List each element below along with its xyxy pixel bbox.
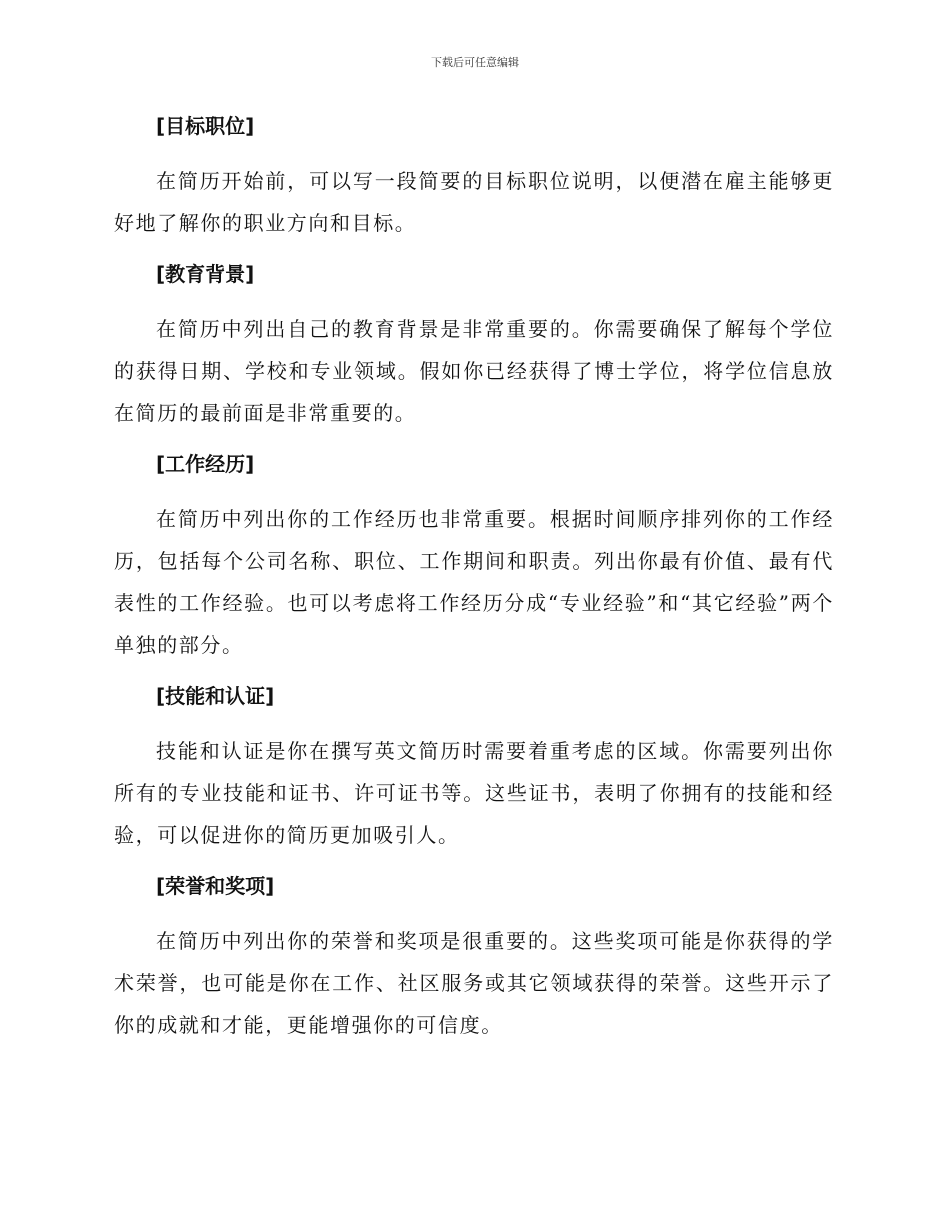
section-honors-awards <box>114 870 834 1046</box>
section-paragraph: 在简历中列出你的工作经历也非常重要。根据时间顺序排列你的工作经历，包括每个公司名称、职位、工作期间和职责。列出你最有价值、最有代表性的工作经验。也可以考虑将工作经历分成“专业经验”和“其它经验”两个单独的部分。 <box>114 507 834 657</box>
section-paragraph: 在简历中列出你的荣誉和奖项是很重要的。这些奖项可能是你获得的学术荣誉，也可能是你在工作、社区服务或其它领域获得的荣誉。这些开示了你的成就和才能，更能增强你的可信度。 <box>114 929 834 1037</box>
section-heading: [教育背景] <box>156 262 255 286</box>
page-header-note: 下载后可任意编辑 <box>431 56 519 69</box>
section-target-position <box>114 110 834 244</box>
section-education <box>114 258 834 434</box>
section-work-experience <box>114 448 834 666</box>
section-paragraph: 在简历中列出自己的教育背景是非常重要的。你需要确保了解每个学位的获得日期、学校和专业领域。假如你已经获得了博士学位，将学位信息放在简历的最前面是非常重要的。 <box>114 317 834 425</box>
section-heading: [工作经历] <box>156 452 255 476</box>
section-paragraph: 在简历开始前，可以写一段简要的目标职位说明，以便潜在雇主能够更好地了解你的职业方向和目标。 <box>114 169 834 235</box>
section-heading: [荣誉和奖项] <box>156 874 275 898</box>
section-paragraph: 技能和认证是你在撰写英文简历时需要着重考虑的区域。你需要列出你所有的专业技能和证书、许可证书等。这些证书，表明了你拥有的技能和经验，可以促进你的简历更加吸引人。 <box>114 739 834 847</box>
section-skills-certifications <box>114 680 834 856</box>
section-heading: [目标职位] <box>156 114 255 138</box>
section-heading: [技能和认证] <box>156 684 275 708</box>
document-body <box>114 110 834 1060</box>
